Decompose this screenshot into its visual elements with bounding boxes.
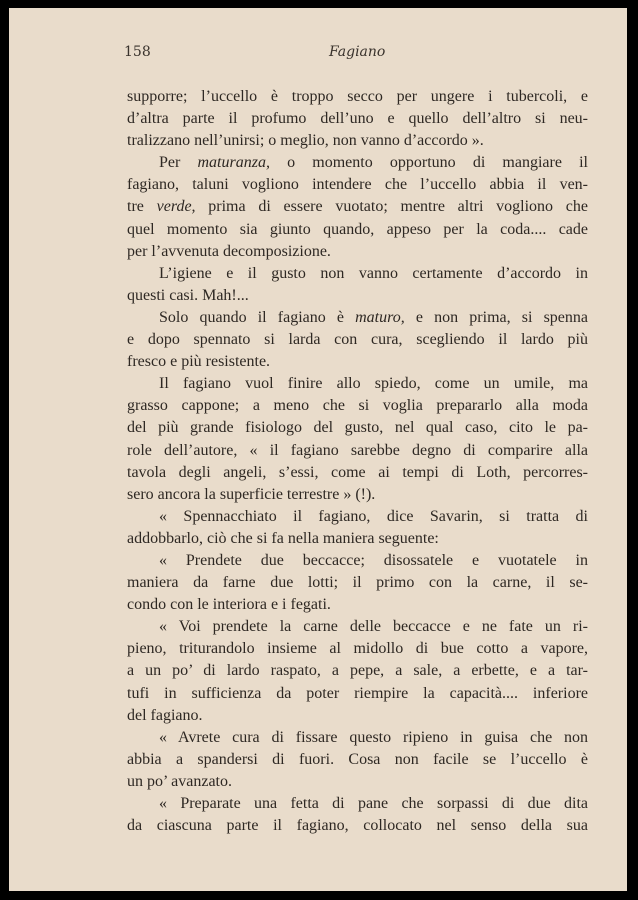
text-line-italic: Per maturanza, o momento opportuno di mangiare il bbox=[159, 154, 588, 172]
text-line: « Prendete due beccacce; disossatele e vuotatele in bbox=[159, 551, 588, 569]
text-line: grasso cappone; a meno che si voglia prepararlo alla moda bbox=[127, 397, 588, 415]
text-line: maniera da farne due lotti; il primo con la carne, il se- bbox=[127, 574, 588, 592]
text-line: addobbarlo, ciò che si fa nella maniera seguente: bbox=[127, 529, 439, 547]
text-line: supporre; l’uccello è troppo secco per ungere i tubercoli, e bbox=[127, 88, 588, 105]
book-page bbox=[9, 8, 627, 891]
text-line: sero ancora la superficie terrestre » (!). bbox=[127, 485, 376, 503]
text-line: e dopo spennato si larda con cura, scegliendo il lardo più bbox=[127, 331, 588, 349]
running-title: Fagiano bbox=[329, 44, 386, 60]
text-line: « Preparate una fetta di pane che sorpassi di due dita bbox=[159, 795, 588, 812]
text-line: del più grande fisiologo del gusto, nel qual caso, cito le pa- bbox=[127, 419, 588, 437]
text-line: quel momento sia giunto quando, appeso per la coda.... cade bbox=[127, 220, 588, 238]
text-line: « Voi prendete la carne delle beccacce e ne fate un ri- bbox=[159, 618, 588, 636]
italic-word: maturo, bbox=[355, 308, 405, 326]
text-line: tufi in sufficienza da poter riempire la capacità.... inferiore bbox=[127, 684, 588, 702]
text-line: a un po’ di lardo raspato, a pepe, a sale, a erbette, e a tar- bbox=[127, 662, 588, 680]
text-line: fresco e più resistente. bbox=[127, 353, 271, 371]
text-line: d’altra parte il profumo dell’uno e quello dell’altro si neu- bbox=[127, 110, 588, 128]
body-text bbox=[127, 86, 588, 837]
text-line: per l’avvenuta decomposizione. bbox=[127, 242, 331, 260]
text-line: da ciascuna parte il fagiano, collocato nel senso della sua bbox=[127, 817, 588, 835]
text-line: questi casi. Mah!... bbox=[127, 286, 249, 304]
text-line: role dell’autore, « il fagiano sarebbe degno di comparire alla bbox=[127, 441, 588, 459]
text-line: « Spennacchiato il fagiano, dice Savarin, si tratta di bbox=[159, 507, 588, 525]
text-line: un po’ avanzato. bbox=[127, 772, 232, 790]
text-line-italic: Solo quando il fagiano è maturo, e non prima, si spenna bbox=[159, 308, 588, 326]
text-line: tralizzano nell’unirsi; o meglio, non vanno d’accordo ». bbox=[127, 132, 484, 150]
text-line: fagiano, taluni vogliono intendere che l’uccello abbia il ven- bbox=[127, 176, 588, 194]
text-line: Il fagiano vuol finire allo spiedo, come un umile, ma bbox=[159, 375, 588, 393]
text-line: pieno, triturandolo insieme al midollo di bue cotto a vapore, bbox=[127, 640, 588, 658]
text-line: abbia a spandersi di fuori. Cosa non facile se l’uccello è bbox=[127, 750, 588, 768]
page-number: 158 bbox=[124, 44, 151, 60]
text-line: « Avrete cura di fissare questo ripieno in guisa che non bbox=[159, 728, 588, 746]
text-line: tavola degli angeli, s’essi, come ai tempi di Loth, percorres- bbox=[127, 463, 588, 481]
text-line-italic: tre verde, prima di essere vuotato; mentre altri vogliono che bbox=[127, 198, 588, 216]
text-line: L’igiene e il gusto non vanno certamente d’accordo in bbox=[159, 264, 588, 282]
italic-word: verde, bbox=[156, 198, 196, 216]
italic-word: maturanza, bbox=[197, 154, 270, 172]
text-line: del fagiano. bbox=[127, 706, 203, 724]
running-head bbox=[124, 44, 584, 66]
text-line: condo con le interiora e i fegati. bbox=[127, 596, 331, 614]
